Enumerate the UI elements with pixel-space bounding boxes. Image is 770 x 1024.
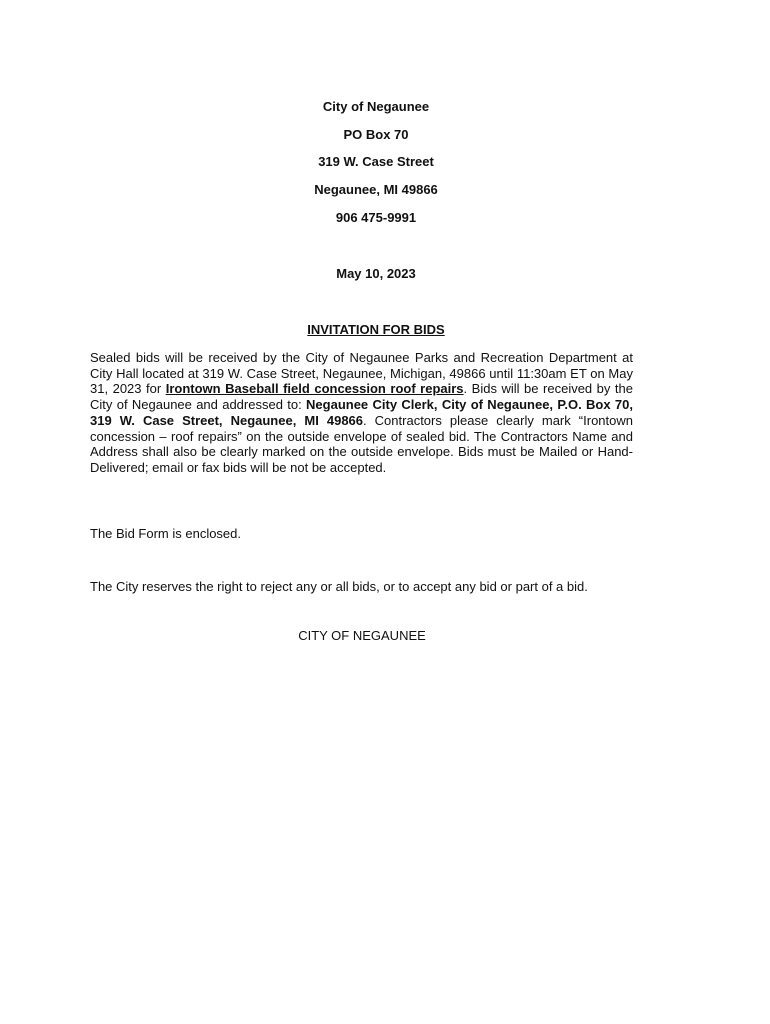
letterhead-po-box: PO Box 70: [343, 127, 409, 142]
document-title: INVITATION FOR BIDS: [307, 322, 445, 337]
paragraph-text-instructions: . Contractors please clearly mark “Irontown concession – roof repairs” on the outside envelope of sealed bid. The Contractors Name and Address shall also be clearly marked on the outside envelope. Bids must be Mailed or Hand-Delivered; email or fax bids will be not be accepted.: [90, 412, 634, 475]
project-name: Irontown Baseball field concession roof repairs: [165, 381, 464, 397]
reservation-of-rights: The City reserves the right to reject any or all bids, or to accept any bid or part of a bid.: [90, 579, 588, 594]
paragraph-text-addressed: . Bids will be received by the City of Negaunee and addressed to:: [90, 381, 634, 413]
letterhead-org: City of Negaunee: [322, 99, 430, 114]
letter-date: May 10, 2023: [336, 266, 416, 281]
paragraph-text-intro: Sealed bids will be received by the City of Negaunee Parks and Recreation Department at City Hall located at 319 W. Case Street, Negaunee, Michigan, 49866 until 11:30am ET on May 31, 2023 for: [90, 350, 633, 397]
letterhead-phone: 906 475-9991: [335, 210, 417, 225]
signoff: CITY OF NEGAUNEE: [298, 628, 426, 643]
letterhead-city-state-zip: Negaunee, MI 49866: [314, 182, 438, 197]
bid-form-note: The Bid Form is enclosed.: [90, 526, 242, 541]
mailing-address: Negaunee City Clerk, City of Negaunee, P.O. Box 70, 319 W. Case Street, Negaunee, MI 49866: [90, 397, 633, 428]
bid-invitation-paragraph: [90, 350, 633, 476]
letterhead-street: 319 W. Case Street: [318, 154, 434, 169]
